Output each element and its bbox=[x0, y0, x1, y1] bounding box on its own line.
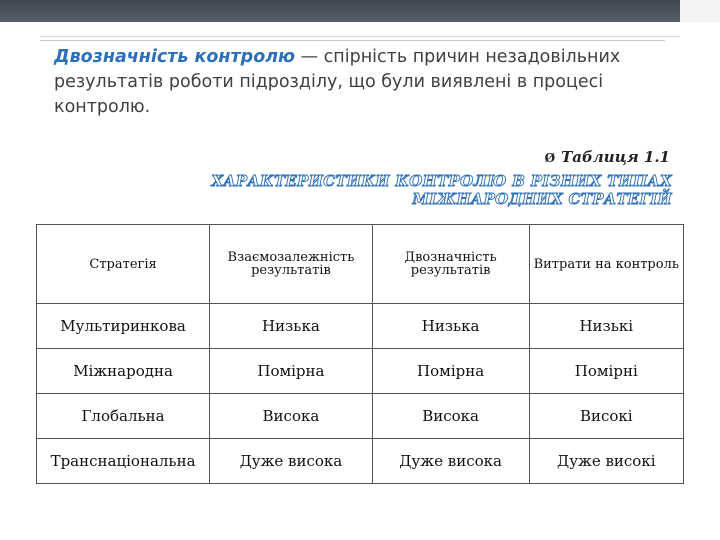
definition-text: — спірність причин незадовільних результатів роботи підрозділу, що були виявлені в процесі контролю. bbox=[54, 47, 621, 117]
strategies-table bbox=[36, 224, 684, 484]
table-cell: Дуже висока bbox=[210, 439, 373, 484]
table-cell: Дуже високі bbox=[529, 439, 683, 484]
column-header-control-costs: Витрати на контроль bbox=[529, 225, 683, 304]
decorative-line bbox=[40, 36, 680, 37]
table-cell: Низькі bbox=[529, 304, 683, 349]
table-row bbox=[37, 439, 684, 484]
table-cell: Високі bbox=[529, 394, 683, 439]
slide-top-bar bbox=[0, 0, 720, 22]
table-cell: Глобальна bbox=[37, 394, 210, 439]
column-header-ambiguity: Двозначність результатів bbox=[372, 225, 529, 304]
table-heading: ХАРАКТЕРИСТИКИ КОНТРОЛЮ В РІЗНИХ ТИПАХ МІЖНАРОДНИХ СТРАТЕГІЙ bbox=[211, 172, 672, 208]
table-cell: Міжнародна bbox=[37, 349, 210, 394]
table-cell: Низька bbox=[210, 304, 373, 349]
table-row bbox=[37, 304, 684, 349]
table-cell: Висока bbox=[210, 394, 373, 439]
table-caption-text: Таблиця 1.1 bbox=[561, 148, 670, 166]
table-row bbox=[37, 394, 684, 439]
table-cell: Помірні bbox=[529, 349, 683, 394]
table-cell: Мультиринкова bbox=[37, 304, 210, 349]
table-cell: Низька bbox=[372, 304, 529, 349]
arrow-bullet-icon: Ø bbox=[544, 151, 556, 165]
table-caption bbox=[545, 148, 670, 166]
slide-top-bar-accent bbox=[680, 0, 720, 22]
definition-term: Двозначність контролю bbox=[54, 47, 296, 67]
table-cell: Помірна bbox=[372, 349, 529, 394]
table-cell: Дуже висока bbox=[372, 439, 529, 484]
table-header-row bbox=[37, 225, 684, 304]
column-header-strategy: Стратегія bbox=[37, 225, 210, 304]
definition-paragraph bbox=[54, 45, 684, 120]
table-cell: Транснаціональна bbox=[37, 439, 210, 484]
column-header-interdependence: Взаємозалежність результатів bbox=[210, 225, 373, 304]
table-cell: Помірна bbox=[210, 349, 373, 394]
table-row bbox=[37, 349, 684, 394]
table-cell: Висока bbox=[372, 394, 529, 439]
decorative-line bbox=[40, 40, 665, 41]
